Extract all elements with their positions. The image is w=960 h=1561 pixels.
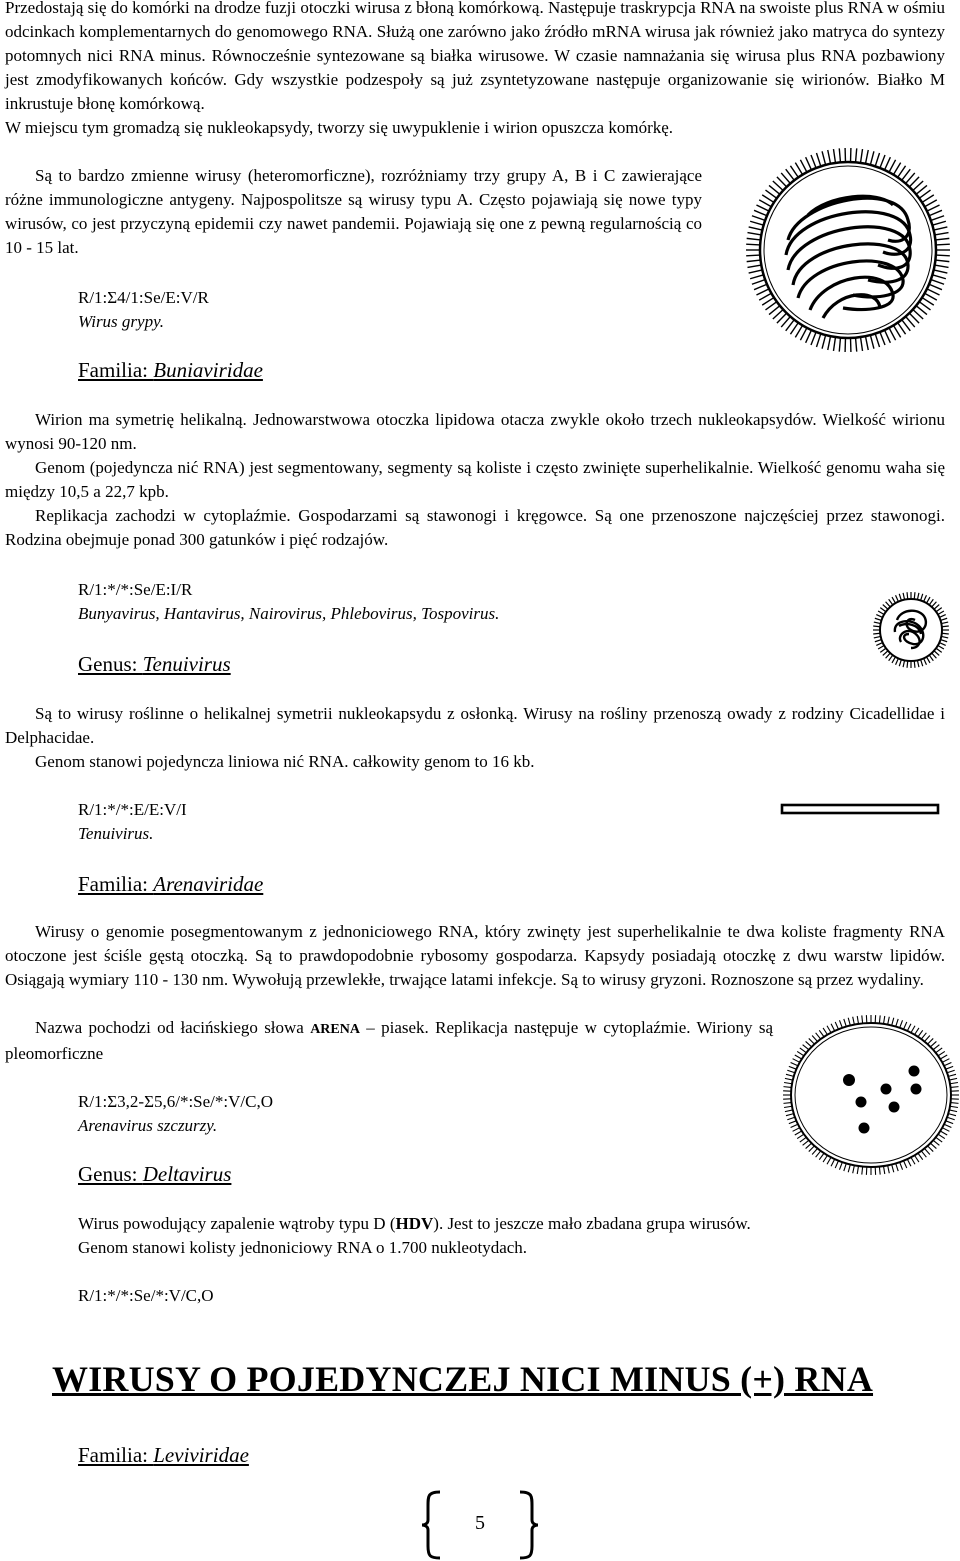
section-title: WIRUSY O POJEDYNCZEJ NICI MINUS (+) RNA bbox=[52, 1359, 874, 1399]
heading-deltavirus: Genus: Deltavirus bbox=[78, 1162, 232, 1186]
heading-tenuivirus: Genus: Tenuivirus bbox=[78, 652, 231, 676]
intro-paragraph: Przedostają się do komórki na drodze fuzji otoczki wirusa z błoną komórkową. Następuje traskrypcja RNA na swoiste plus RNA w ośmiu odcinkach komplementarnych do genomowego RNA. Służą one zarówno jako źródło mRNA wirusa jak również jako matryca do syntezy potomnych nici RNA minus. Równocześnie syntezowane są białka wirusowe. W czasie namnażania się wirusa plus RNA pozbawiony jest zmodyfikowanych końców. Gdy wszystkie podzespoły są już zsyntetyzowane następuje organizowanie się wirionów. Białko M inkrustuje błonę komórkową. bbox=[5, 0, 945, 113]
influenza-code: R/1:Σ4/1:Se/E:V/R bbox=[78, 288, 209, 307]
tenuivirus-species: Tenuivirus. bbox=[78, 824, 154, 843]
buniaviridae-species: Bunyavirus, Hantavirus, Nairovirus, Phlebovirus, Tospovirus. bbox=[78, 604, 500, 623]
buniaviridae-p3: Replikacja zachodzi w cytoplaźmie. Gospodarzami są stawonogi i kręgowce. Są one przenoszone najczęściej przez stawonogi. Rodzina obejmuje ponad 300 gatunków i pięć rodzajów. bbox=[5, 506, 945, 549]
intro-paragraph-2: W miejscu tym gromadzą się nukleokapsydy, tworzy się uwypuklenie i wirion opuszcza komórkę. bbox=[5, 118, 674, 137]
tenuivirus-p1: Są to wirusy roślinne o helikalnej symetrii nukleokapsydu z osłonką. Wirusy na rośliny przenoszą owady z rodziny Cicadellidae i Delphacidae. bbox=[5, 704, 945, 747]
tenuivirus-p2: Genom stanowi pojedyncza liniowa nić RNA. całkowity genom to 16 kb. bbox=[35, 752, 535, 771]
arenaviridae-p1: Wirusy o genomie posegmentowanym z jednoniciowego RNA, który zwinęty jest superhelikalnie te dwa koliste fragmenty RNA otoczone jest ściśle gęstą otoczką. Są to prawdopodobnie rybosomy gospodarza. Kapsydy posiadają otoczkę z dwu warstw lipidów. Osiągają wymiary 110 - 130 nm. Wywołują przewlekłe, trwające latami infekcje. Są to wirusy gryzoni. Roznoszone są przez wydaliny. bbox=[5, 922, 945, 989]
arenaviridae-species: Arenavirus szczurzy. bbox=[78, 1116, 218, 1135]
arenaviridae-code: R/1:Σ3,2-Σ5,6/*:Se/*:V/C,O bbox=[78, 1092, 273, 1111]
tenuivirus-rod-illustration bbox=[780, 802, 940, 816]
buniaviridae-code: R/1:*/*:Se/E:I/R bbox=[78, 580, 193, 599]
heading-arenaviridae: Familia: Arenaviridae bbox=[78, 872, 264, 896]
deltavirus-code: R/1:*/*:Se/*:V/C,O bbox=[78, 1286, 214, 1305]
buniaviridae-p1: Wirion ma symetrię helikalną. Jednowarstwowa otoczka lipidowa otacza zwykle około trzech nukleokapsydów. Wielkość wirionu wynosi 90-120 nm. bbox=[5, 410, 945, 453]
page-number: 5 bbox=[420, 1490, 540, 1560]
buniaviridae-p2: Genom (pojedyncza nić RNA) jest segmentowany, segmenty są koliste i często zwinięte superhelikalnie. Wielkość genomu waha się między 10,5 a 22,7 kpb. bbox=[5, 458, 945, 501]
arenavirus-illustration bbox=[776, 1010, 960, 1180]
arenaviridae-p2: Nazwa pochodzi od łacińskiego słowa ARENA – piasek. Replikacja następuje w cytoplaźmie. Wiriony są pleomorficzne bbox=[5, 1018, 774, 1063]
influenza-virion-illustration bbox=[738, 140, 958, 360]
bunya-virion-illustration bbox=[871, 590, 951, 670]
deltavirus-p1: Wirus powodujący zapalenie wątroby typu D (HDV). Jest to jeszcze mało zbadana grupa wirusów. bbox=[78, 1214, 751, 1233]
deltavirus-p2: Genom stanowi kolisty jednoniciowy RNA o 1.700 nukleotydach. bbox=[78, 1238, 528, 1257]
influenza-paragraph: Są to bardzo zmienne wirusy (heteromorficzne), rozróżniamy trzy grupy A, B i C zawierające różne immunologiczne antygeny. Najpospolitsze są wirusy typu A. Często pojawiają się nowe typy wirusów, co jest przyczyną epidemii czy nawet pandemii. Pojawiają się one z pewną regularnością co 10 - 15 lat. bbox=[5, 166, 702, 257]
heading-buniaviridae: Familia: Buniaviridae bbox=[78, 358, 263, 382]
influenza-species: Wirus grypy. bbox=[78, 312, 164, 331]
tenuivirus-code: R/1:*/*:E/E:V/I bbox=[78, 800, 187, 819]
heading-leviviridae: Familia: Leviviridae bbox=[78, 1443, 249, 1467]
